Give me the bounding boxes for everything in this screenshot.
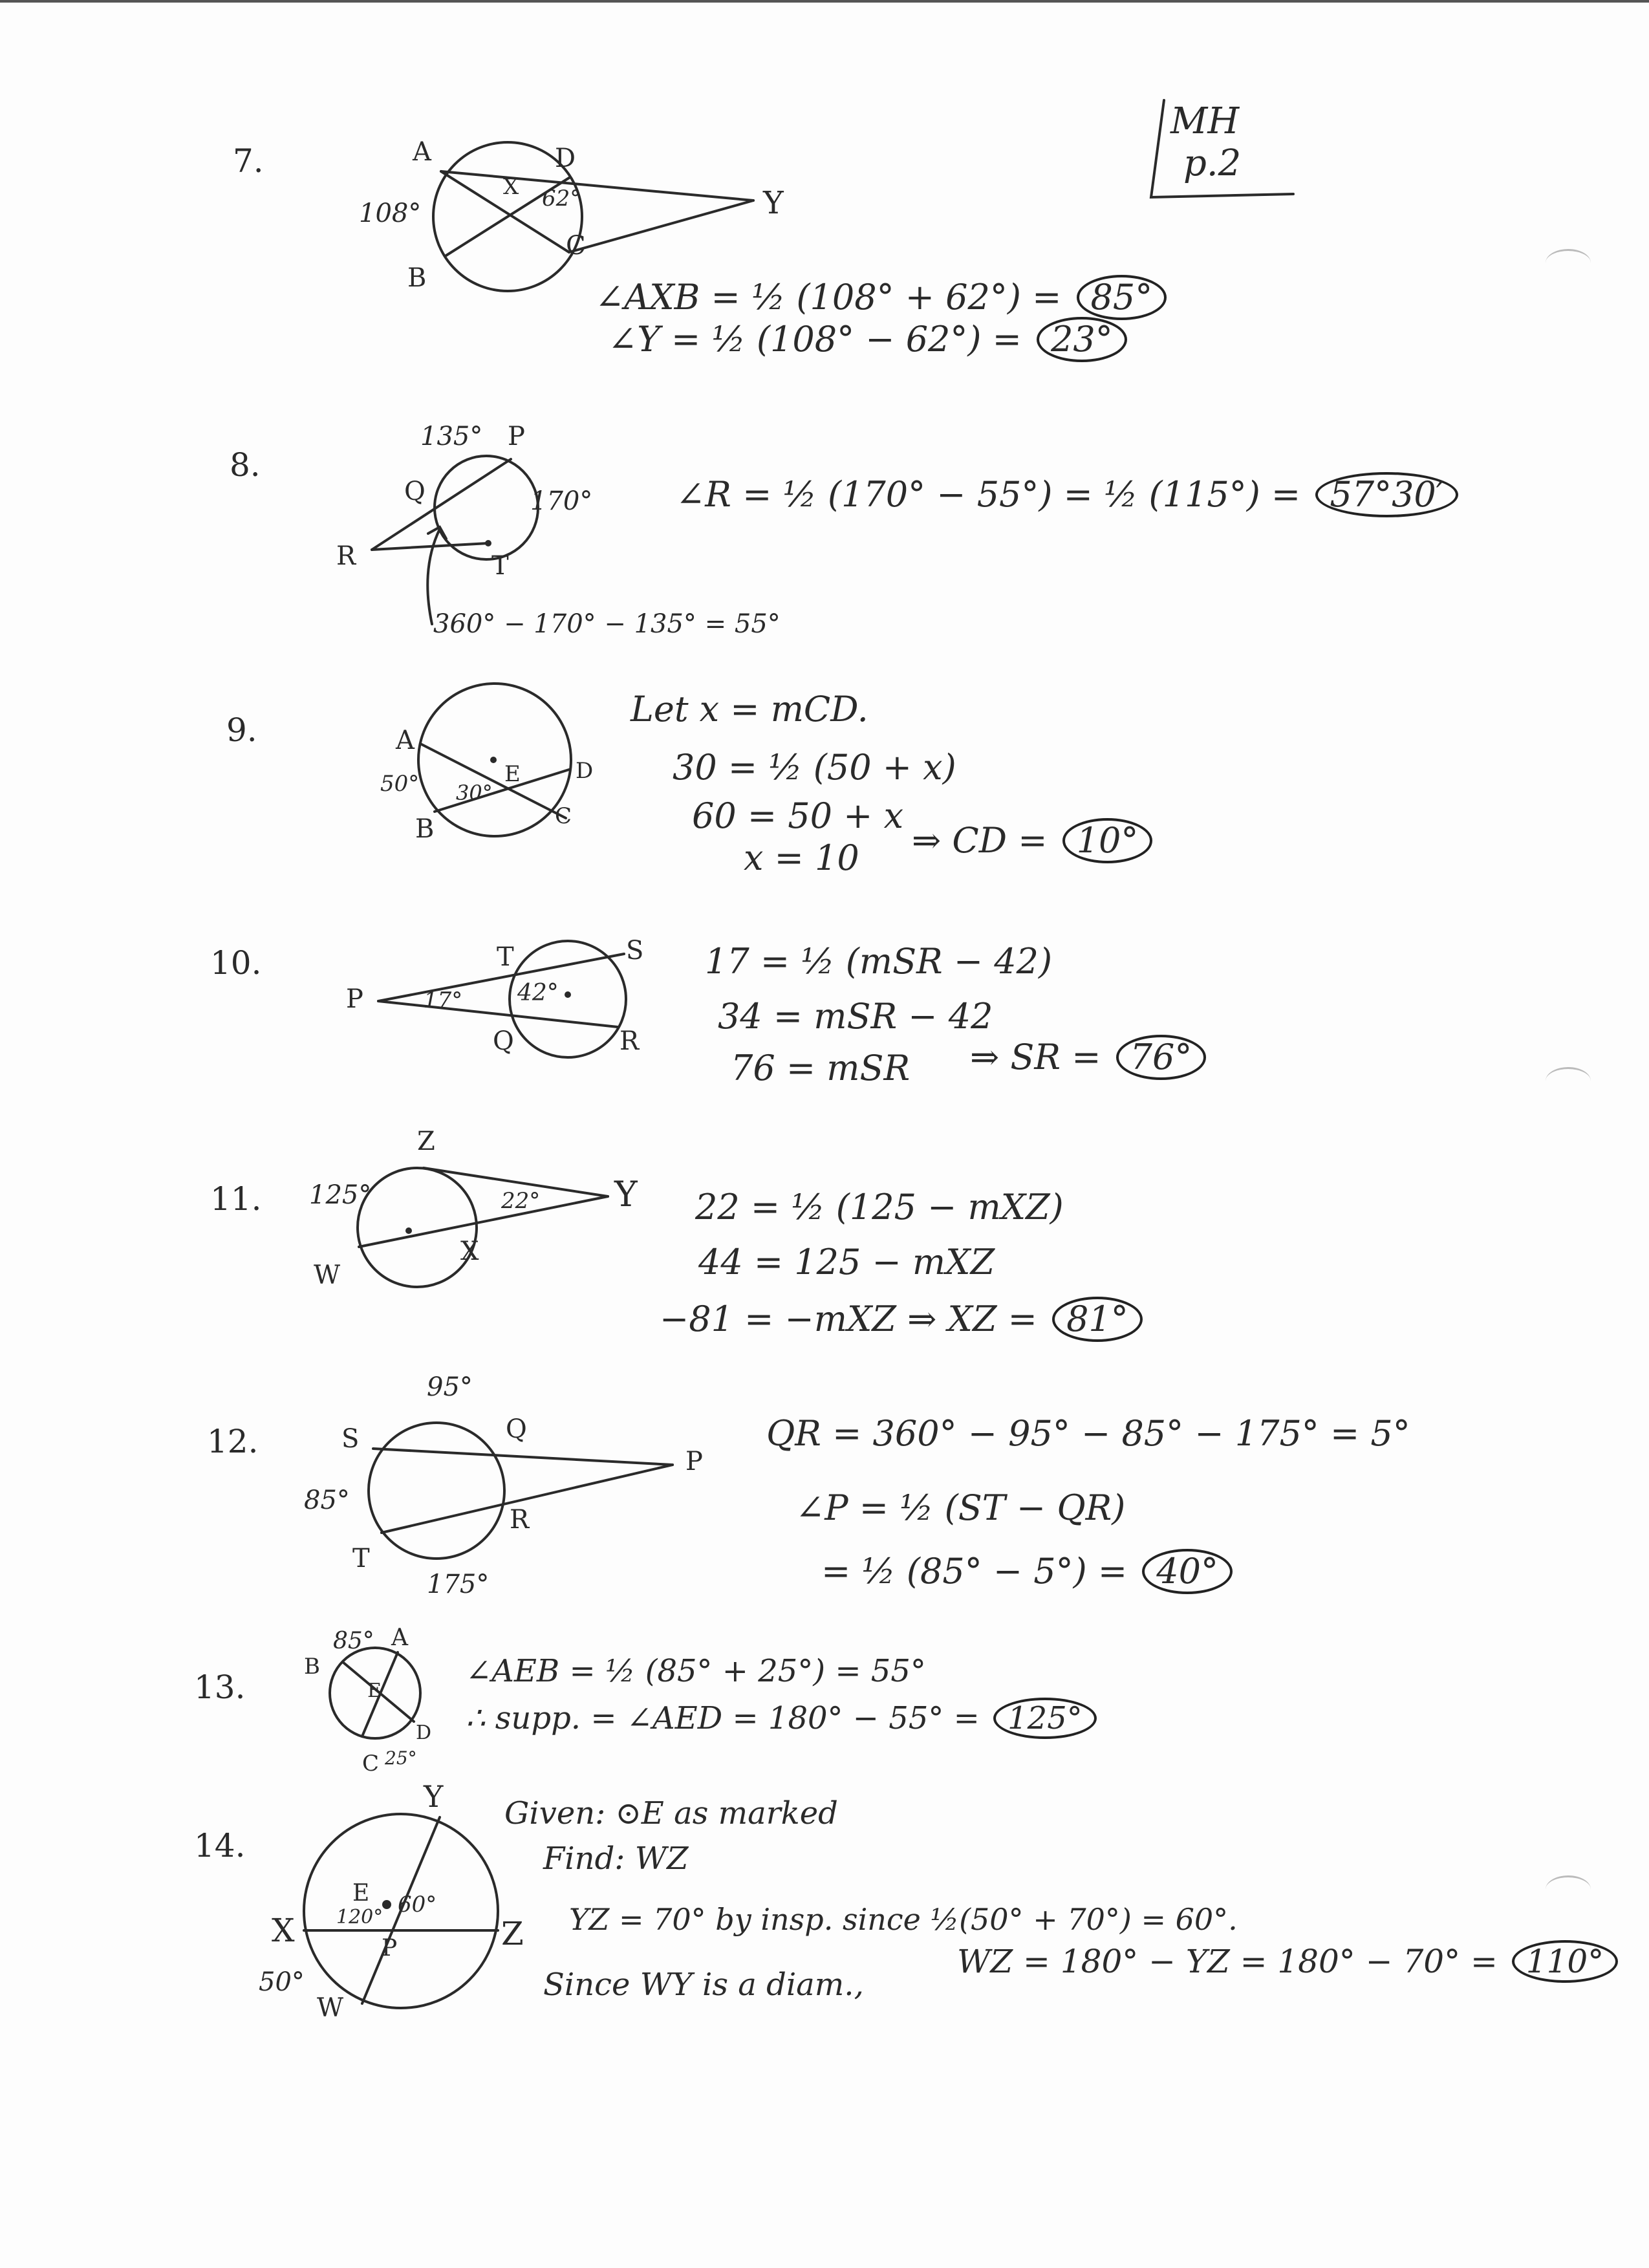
problem-9-number: 9. xyxy=(226,711,257,749)
problem-11-arc-125: 125° xyxy=(309,1180,372,1210)
problem-8-label-p: P xyxy=(508,422,525,451)
problem-8-arc-135: 135° xyxy=(420,422,483,451)
problem-12-answer: 40° xyxy=(1142,1549,1233,1594)
problem-7-work-line-1: ∠AXB = ½ (108° + 62°) = 85° xyxy=(595,275,1167,320)
problem-8-arc-note: 360° − 170° − 135° = 55° xyxy=(433,609,781,639)
problem-11-work-line-3: −81 = −mXZ ⇒ XZ = 81° xyxy=(660,1297,1143,1342)
problem-14-angle-120: 120° xyxy=(336,1906,383,1928)
problem-12-arc-175: 175° xyxy=(427,1570,490,1599)
problem-12-label-r: R xyxy=(510,1505,530,1535)
problem-13-answer: 125° xyxy=(993,1698,1097,1739)
problem-14-label-z: Z xyxy=(501,1915,524,1952)
problem-10-label-r: R xyxy=(620,1026,640,1056)
problem-10-work-line-2: 34 = mSR − 42 xyxy=(718,996,993,1037)
problem-12-arc-85: 85° xyxy=(304,1485,350,1515)
problem-9-angle-30: 30° xyxy=(456,781,493,805)
problem-14-label-p: P xyxy=(382,1935,398,1961)
problem-13-label-e: E xyxy=(367,1679,382,1702)
problem-8-label-q: Q xyxy=(404,477,426,506)
problem-8-number: 8. xyxy=(230,446,261,484)
problem-12-arc-95: 95° xyxy=(427,1372,473,1402)
problem-7-label-b: B xyxy=(407,263,427,293)
problem-12-label-p: P xyxy=(685,1447,703,1476)
problem-10-label-s: S xyxy=(626,936,644,966)
problem-14-number: 14. xyxy=(194,1827,246,1864)
problem-12-work-line-1: QR = 360° − 95° − 85° − 175° = 5° xyxy=(766,1413,1410,1454)
problem-14-work-line-1: YZ = 70° by insp. since ½(50° + 70°) = 60°. xyxy=(569,1902,1238,1937)
problem-14-label-x: X xyxy=(272,1912,295,1949)
problem-14-answer: 110° xyxy=(1512,1940,1618,1983)
problem-8-answer: 57°30′ xyxy=(1315,472,1458,517)
problem-8-arc-170: 170° xyxy=(530,486,593,516)
problem-14-label-e: E xyxy=(352,1880,370,1906)
problem-11-answer: 81° xyxy=(1052,1297,1143,1342)
problem-11-label-w: W xyxy=(314,1260,341,1290)
problem-13-arc-25: 25° xyxy=(385,1747,417,1769)
problem-9-work-line-1: Let x = mCD. xyxy=(630,689,868,729)
problem-9-label-d: D xyxy=(576,758,594,784)
problem-11-label-y: Y xyxy=(614,1174,638,1215)
problem-12-label-t: T xyxy=(352,1544,370,1573)
problem-10-number: 10. xyxy=(210,944,262,982)
problem-9-work-line-5: ⇒ CD = 10° xyxy=(912,818,1152,863)
problem-10-angle-17: 17° xyxy=(424,988,463,1013)
problem-11-label-z: Z xyxy=(417,1127,435,1156)
problem-14-arc-50: 50° xyxy=(259,1967,305,1997)
problem-9-work-line-3: 60 = 50 + x xyxy=(692,795,904,836)
problem-11-number: 11. xyxy=(210,1180,262,1218)
problem-7-label-c: C xyxy=(566,231,586,261)
problem-13-arc-85: 85° xyxy=(333,1628,374,1654)
problem-13-label-c: C xyxy=(362,1751,380,1777)
problem-14-find: Find: WZ xyxy=(543,1841,689,1877)
problem-12-label-s: S xyxy=(341,1424,360,1454)
problem-10-answer: 76° xyxy=(1116,1035,1207,1080)
problem-7-label-a: A xyxy=(413,137,431,167)
problem-12-work-line-2: ∠P = ½ (ST − QR) xyxy=(795,1487,1126,1528)
problem-7-label-x: X xyxy=(503,174,519,200)
problem-8-work-line-1: ∠R = ½ (170° − 55°) = ½ (115°) = 57°30′ xyxy=(676,472,1458,517)
problem-12-work-line-3: = ½ (85° − 5°) = 40° xyxy=(821,1549,1233,1594)
problem-14-work-line-2: Since WY is a diam., xyxy=(543,1967,864,2003)
problem-14-work-line-3: WZ = 180° − YZ = 180° − 70° = 110° xyxy=(957,1940,1618,1983)
problem-10-work-line-4: ⇒ SR = 76° xyxy=(970,1035,1206,1080)
problem-13-number: 13. xyxy=(194,1669,246,1706)
problem-10-work-line-1: 17 = ½ (mSR − 42) xyxy=(705,941,1053,982)
problem-14-label-y: Y xyxy=(424,1779,444,1814)
problem-9-label-b: B xyxy=(415,814,435,844)
problem-14-angle-60: 60° xyxy=(398,1892,437,1917)
header-initials: MH xyxy=(1170,100,1240,142)
problem-9-answer: 10° xyxy=(1062,818,1153,863)
problem-10-label-p: P xyxy=(346,984,363,1014)
problem-12-number: 12. xyxy=(207,1423,259,1460)
problem-8-label-r: R xyxy=(336,541,356,571)
problem-7-label-d: D xyxy=(555,144,576,173)
problem-11-label-x: X xyxy=(460,1237,479,1266)
problem-13-label-d: D xyxy=(416,1722,432,1744)
problem-10-label-q: Q xyxy=(493,1026,514,1056)
problem-10-label-t: T xyxy=(497,942,514,972)
problem-9-label-c: C xyxy=(555,803,572,829)
problem-10-arc-42: 42° xyxy=(517,980,559,1006)
problem-9-arc-50: 50° xyxy=(380,771,420,797)
problem-14-label-w: W xyxy=(317,1993,344,2023)
problem-13-label-a: A xyxy=(391,1625,408,1651)
problem-13-work-line-1: ∠AEB = ½ (85° + 25°) = 55° xyxy=(466,1653,926,1689)
problem-7-arc-62: 62° xyxy=(542,186,581,211)
problem-8-label-t: T xyxy=(491,551,509,581)
problem-7-answer-2: 23° xyxy=(1037,317,1127,362)
problem-7-work-line-2: ∠Y = ½ (108° − 62°) = 23° xyxy=(608,317,1127,362)
problem-9-label-e: E xyxy=(504,761,521,787)
problem-13-label-b: B xyxy=(304,1654,320,1679)
problem-11-work-line-2: 44 = 125 − mXZ xyxy=(698,1242,995,1282)
problem-9-label-a: A xyxy=(396,726,415,755)
problem-7-label-y: Y xyxy=(763,185,784,221)
problem-7-arc-108: 108° xyxy=(359,199,422,228)
problem-11-angle-22: 22° xyxy=(501,1188,541,1214)
problem-9-work-line-2: 30 = ½ (50 + x) xyxy=(673,747,956,788)
problem-10-work-line-3: 76 = mSR xyxy=(731,1048,911,1088)
problem-12-label-q: Q xyxy=(506,1414,527,1444)
problem-14-given: Given: ⊙E as marked xyxy=(504,1795,838,1831)
problem-7-answer-1: 85° xyxy=(1077,275,1167,320)
problem-11-work-line-1: 22 = ½ (125 − mXZ) xyxy=(695,1187,1064,1227)
problem-13-work-line-2: ∴ supp. = ∠AED = 180° − 55° = 125° xyxy=(466,1698,1097,1739)
header-page: p.2 xyxy=(1183,142,1242,184)
problem-9-work-line-4: x = 10 xyxy=(744,837,859,878)
problem-7-number: 7. xyxy=(233,142,264,180)
